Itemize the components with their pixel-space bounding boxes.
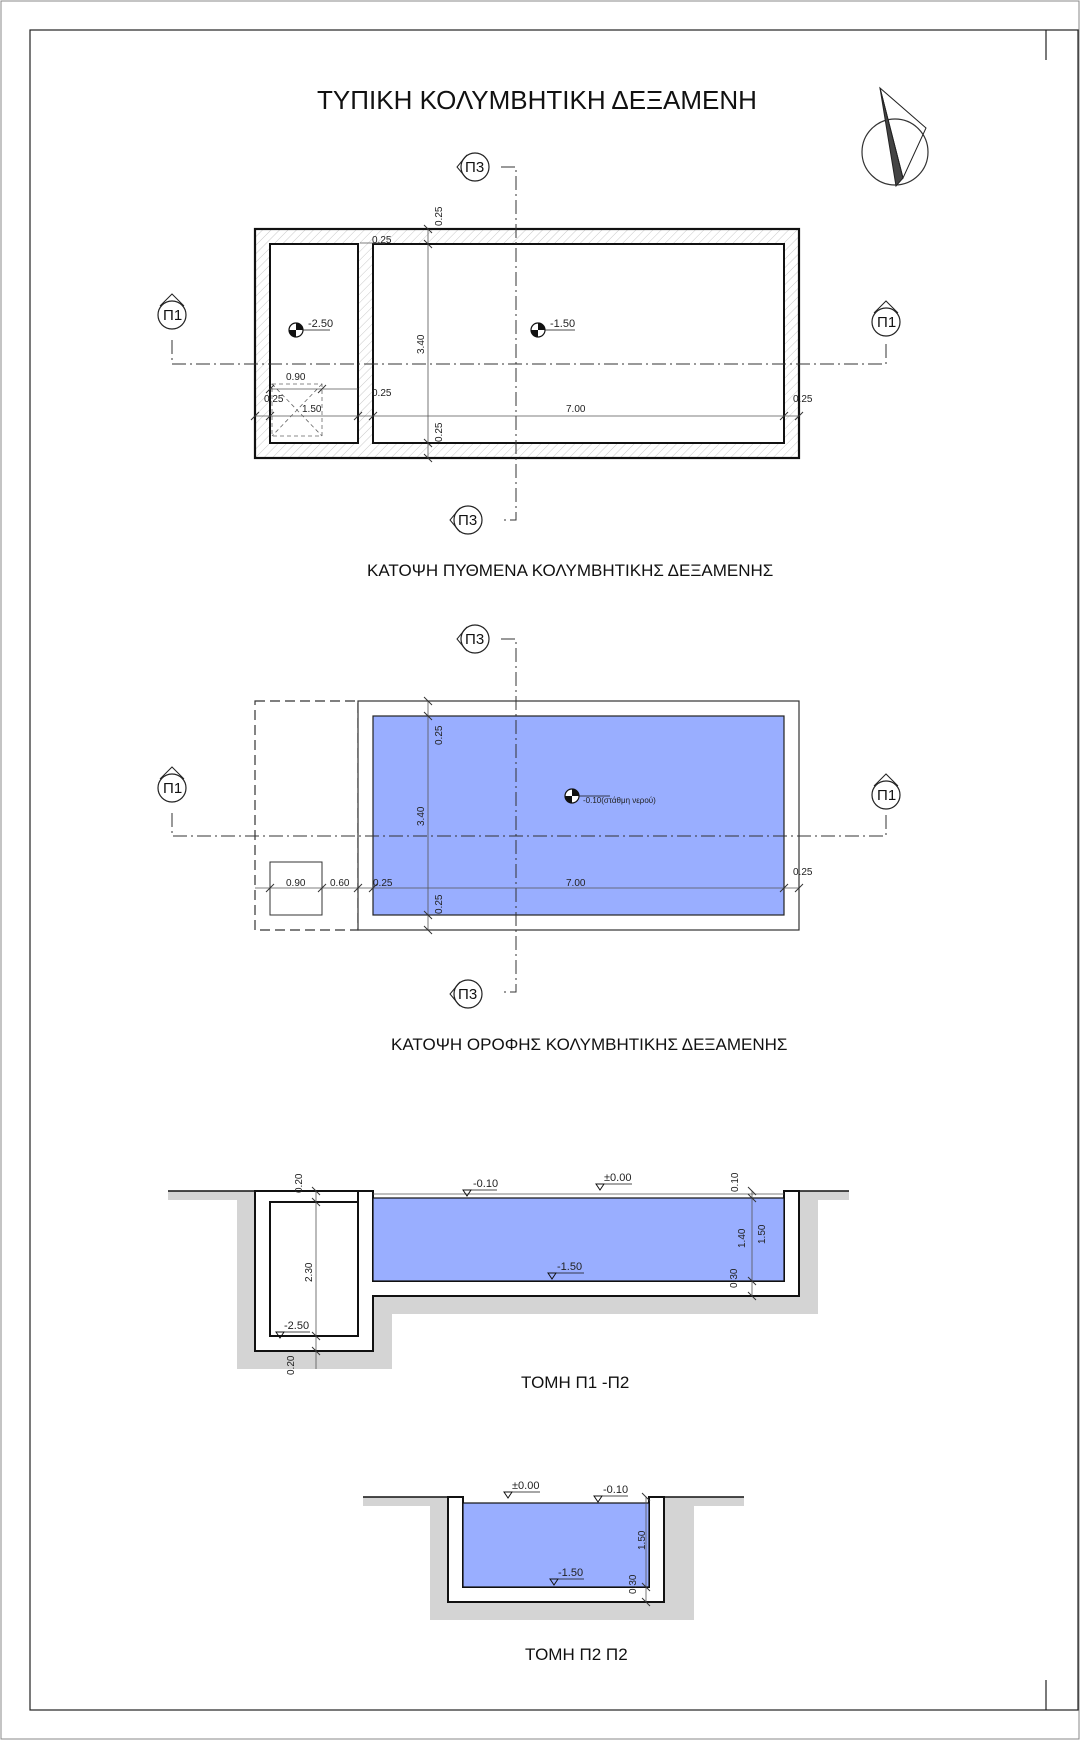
dim-left-wall: 0.25 bbox=[373, 878, 393, 889]
section-p2-p2-title: ΤΟΜΗ Π2 Π2 bbox=[525, 1645, 628, 1664]
dim-bottom-wall-v: 0.25 bbox=[434, 422, 445, 442]
level-triangle-icon bbox=[463, 1190, 497, 1196]
dim-bottom-wall-v: 0.25 bbox=[434, 894, 445, 914]
section-marker-p1-left bbox=[158, 294, 186, 329]
dim-room-height: 2.30 bbox=[304, 1262, 315, 1282]
section-marker-p3-bottom bbox=[450, 506, 482, 534]
plan-bottom-title: ΚΑΤΟΨΗ ΠΥΘΜΕΝΑ ΚΟΛΥΜΒΗΤΙΚΗΣ ΔΕΞΑΜΕΝΗΣ bbox=[367, 561, 774, 580]
section-marker-p3-top bbox=[457, 625, 489, 653]
pool-water-section bbox=[463, 1503, 649, 1587]
dim-total-depth: 1.50 bbox=[757, 1224, 768, 1244]
section-marker-p1-right bbox=[872, 301, 900, 336]
dim-gap: 0.60 bbox=[330, 878, 350, 889]
level-zero: ±0.00 bbox=[512, 1480, 540, 1492]
dim-right-wall: 0.25 bbox=[793, 867, 813, 878]
level-triangle-icon bbox=[594, 1496, 628, 1502]
plan-roof-title: ΚΑΤΟΨΗ ΟΡΟΦΗΣ ΚΟΛΥΜΒΗΤΙΚΗΣ ΔΕΞΑΜΕΝΗΣ bbox=[391, 1035, 788, 1054]
dim-width: 3.40 bbox=[416, 806, 427, 826]
level-pool-bottom: -1.50 bbox=[550, 318, 576, 330]
dim-slab-top: 0.20 bbox=[294, 1173, 305, 1193]
level-water: -0.10(στάθμη νερού) bbox=[583, 796, 656, 805]
dim-room-left-wall: 0.25 bbox=[264, 394, 284, 405]
dim-water-depth: 1.40 bbox=[737, 1228, 748, 1248]
section-marker-label: Π3 bbox=[465, 631, 485, 648]
dim-floor-slab: 0.30 bbox=[628, 1574, 639, 1594]
dim-length: 7.00 bbox=[566, 878, 586, 889]
dim-floor-slab: 0.30 bbox=[729, 1268, 740, 1288]
section-marker-label: Π1 bbox=[877, 787, 897, 804]
section-p1-p2 bbox=[168, 1172, 849, 1392]
level-pool-bottom: -1.50 bbox=[557, 1261, 583, 1273]
dim-total-depth: 1.50 bbox=[637, 1530, 648, 1550]
level-pool-bottom: -1.50 bbox=[558, 1567, 584, 1579]
section-marker-label: Π1 bbox=[163, 307, 183, 324]
section-marker-label: Π3 bbox=[465, 159, 485, 176]
section-marker-p1-right bbox=[872, 774, 900, 809]
dim-width: 3.40 bbox=[416, 334, 427, 354]
dim-hatch-width: 0.90 bbox=[286, 878, 306, 889]
section-marker-label: Π3 bbox=[458, 986, 478, 1003]
plan-roof bbox=[158, 625, 900, 1054]
dim-mid-wall: 0.25 bbox=[372, 388, 392, 399]
level-machine-bottom: -2.50 bbox=[284, 1320, 310, 1332]
section-p1-p2-title: ΤΟΜΗ Π1 -Π2 bbox=[521, 1373, 630, 1392]
section-marker-label: Π1 bbox=[877, 314, 897, 331]
dim-room-span: 1.50 bbox=[302, 404, 322, 415]
level-water: -0.10 bbox=[473, 1178, 499, 1190]
section-marker-p3-bottom bbox=[450, 980, 482, 1008]
dim-length: 7.00 bbox=[566, 404, 586, 415]
sheet-title: ΤΥΠΙΚΗ ΚΟΛΥΜΒΗΤΙΚΗ ΔΕΞΑΜΕΝΗ bbox=[317, 85, 757, 115]
level-triangle-icon bbox=[504, 1492, 540, 1498]
dim-slab-bottom: 0.20 bbox=[286, 1355, 297, 1375]
north-arrow-icon bbox=[862, 88, 928, 186]
dim-top-wall-v: 0.25 bbox=[434, 206, 445, 226]
level-zero: ±0.00 bbox=[604, 1172, 632, 1184]
section-marker-label: Π3 bbox=[458, 512, 478, 529]
section-marker-p1-left bbox=[158, 767, 186, 802]
dim-room-width: 0.90 bbox=[286, 372, 306, 383]
section-p2-p2 bbox=[363, 1480, 744, 1664]
dim-right-wall: 0.25 bbox=[793, 394, 813, 405]
section-marker-p3-top bbox=[457, 153, 489, 181]
section-marker-label: Π1 bbox=[163, 780, 183, 797]
level-triangle-icon bbox=[596, 1184, 632, 1190]
plan-bottom bbox=[158, 153, 900, 580]
dim-top-wall-v: 0.25 bbox=[434, 725, 445, 745]
dim-top-wall: 0.25 bbox=[372, 235, 392, 246]
level-machine-room: -2.50 bbox=[308, 318, 334, 330]
level-water: -0.10 bbox=[603, 1484, 629, 1496]
dim-freeboard: 0.10 bbox=[730, 1172, 741, 1192]
